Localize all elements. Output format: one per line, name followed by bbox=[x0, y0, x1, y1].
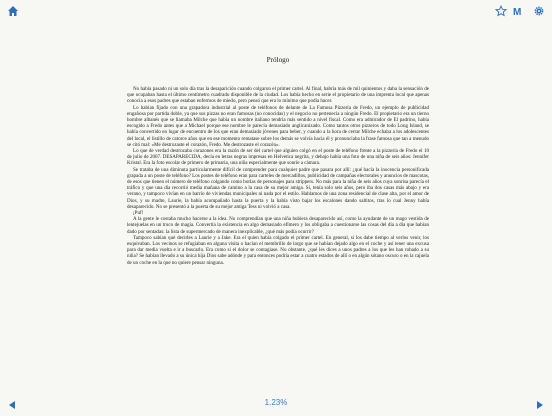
book-page[interactable] bbox=[127, 56, 429, 392]
reading-progress: 1.23% bbox=[264, 398, 288, 407]
bottom-bar bbox=[0, 394, 552, 414]
next-page-button[interactable] bbox=[534, 398, 546, 410]
chapter-title: Prólogo bbox=[266, 56, 290, 64]
home-icon bbox=[7, 5, 19, 17]
paragraph: A la gente le costaba mucho hacerse a la idea. No comprendían que una niña hubiera desaparecido así, como la ayudante de un mago vestida de lentejuelas en un truco de magia. Convertía la existencia en algo demasiado efímero y los obligaba a cuestionarse las cosas del día a día que habían dado por sentadas: la lista de supermercado de manera inexplicable, ¿qué más podía ocurrir? bbox=[127, 216, 429, 235]
home-button[interactable] bbox=[6, 4, 20, 18]
triangle-right-icon bbox=[534, 399, 546, 411]
paragraph: ¡Puf! bbox=[133, 210, 144, 217]
toolbar-right-group bbox=[494, 3, 546, 19]
font-mode-label: M bbox=[513, 7, 522, 17]
paragraph: No había pasado ni un solo día tras la desaparición cuando colgaron el primer cartel. Al final, habría más de mil quinientos y daba la sensación de que ocupaban hasta el último centímetro cuadrado disponible de la ciudad. Los había hecho en serie el propietario de una imprenta local que apenas conocía a esos padres que estaban enfermos de miedo, pero pensó que era lo mínimo que podía hacer. bbox=[127, 86, 429, 105]
bookmark-star-button[interactable] bbox=[494, 4, 508, 18]
font-mode-button[interactable] bbox=[513, 4, 527, 18]
paragraph: Lo habían fijado con una grapadora industrial al poste de teléfonos de delante de La Famosa Pizzería de Fredo, un ejemplo de publicidad engañosa por partida doble, ya que sus pizzas no eran famosas (no conocidas) y el negocio no pertenecía a ningún Fredo. El propietario era un tierno hombre albanés que se llamaba Milche que había un nombre italiano tendría más sentido a nivel fiscal. Como era admirador de El padrino, había escogido a Fredo antes que a Michael porque ese nombre le parecía demasiado anglicanizado. Como tantos otros pizzeros de todo Long Island, se había convertido en lugar de encuentro de los que eran demasiado jóvenes para beber, y cuando a la hora de cerrar Milche echaba a los adolescentes del local, el listillo de catorce años que en ese momento rematase sobre los demás se volvía hacia él y pronunciaba la frase famosa que tan a menudo se citó mal: «Me destrozaste el corazón, Fredo. Me destrozaste el corazón». bbox=[127, 104, 429, 148]
top-toolbar bbox=[0, 0, 552, 22]
paragraph: Tampoco sabían qué decirles a Laurie y a Jake. Era el quien había colgado el primer cartel. En general, si los dabe tiempo al verlos venir, los esquivaban. Los vecinos se refugiaban en alguna visita o hacían el membrillo de largo que se habían dejado algo en el coche y así tener una excusa para dar media vuelta e ir a buscarlo. Era como si el dolor se contagiase. No obstante, ¿qué les dices a unos padres a los que les han robado a su niña? Se habían llevado a su única hija Dios sabe adónde y para entonces podría estar a cuatro estados de allí o en algún sótano oscuro o en la cajuela de un coche en la que no quiere pensar ninguna. bbox=[127, 234, 429, 266]
settings-button[interactable] bbox=[532, 4, 546, 18]
paragraph: Se trataba de una diminuta particularmente difícil de comprender para cualquier padre que pasara por allí: ¿qué hacía la inocencia personificada grapada a un poste de teléfono? Los postes de teléfono eran para carteles de mercadillos, publicidad de campañas electorales y anuncios de mascotas, de esos que tienen el número de teléfono colgando como borlas de personajes para strippers. No más para la niña de seis años cuya sonrisa parecía el tráfico y que una día recorrió media mañana de camino a la casa de su mejor amiga. Sí, tenía solo seis años, pero iba dos casas más abajo y era verano, y tampoco vivían en un barrio de viviendas municipales ni nada por el estilo. Hablamos de una zona residencial de clase alta, por el amor de Dios, y su madre, Laurie, la había acompañado hasta la puerta y la había visto bajar los escalones dando saltitos, tras lo cual Jenny había desaparecido. No se presentó a la puerta de su mejor amiga Tess ni volvió a casa. bbox=[127, 166, 429, 210]
font-mode-icon bbox=[513, 5, 527, 17]
gear-icon bbox=[533, 5, 545, 17]
star-outline-icon bbox=[495, 5, 507, 17]
paragraph: Lo que de verdad destrozaba corazones era la razón de ser del cartel que alguien colgó en el poste de teléfono frente a la pizzería de Fredo el 10 de julio de 2007. DESAPARECIDA, decía en letras negras impresas en Helvetica negrita, y debajo había una foto de una niña de seis años: Jennifer Kristal. Era la foto escolar de primero de primaria, una niña especialmente que sonríe a cámara. bbox=[127, 148, 429, 167]
